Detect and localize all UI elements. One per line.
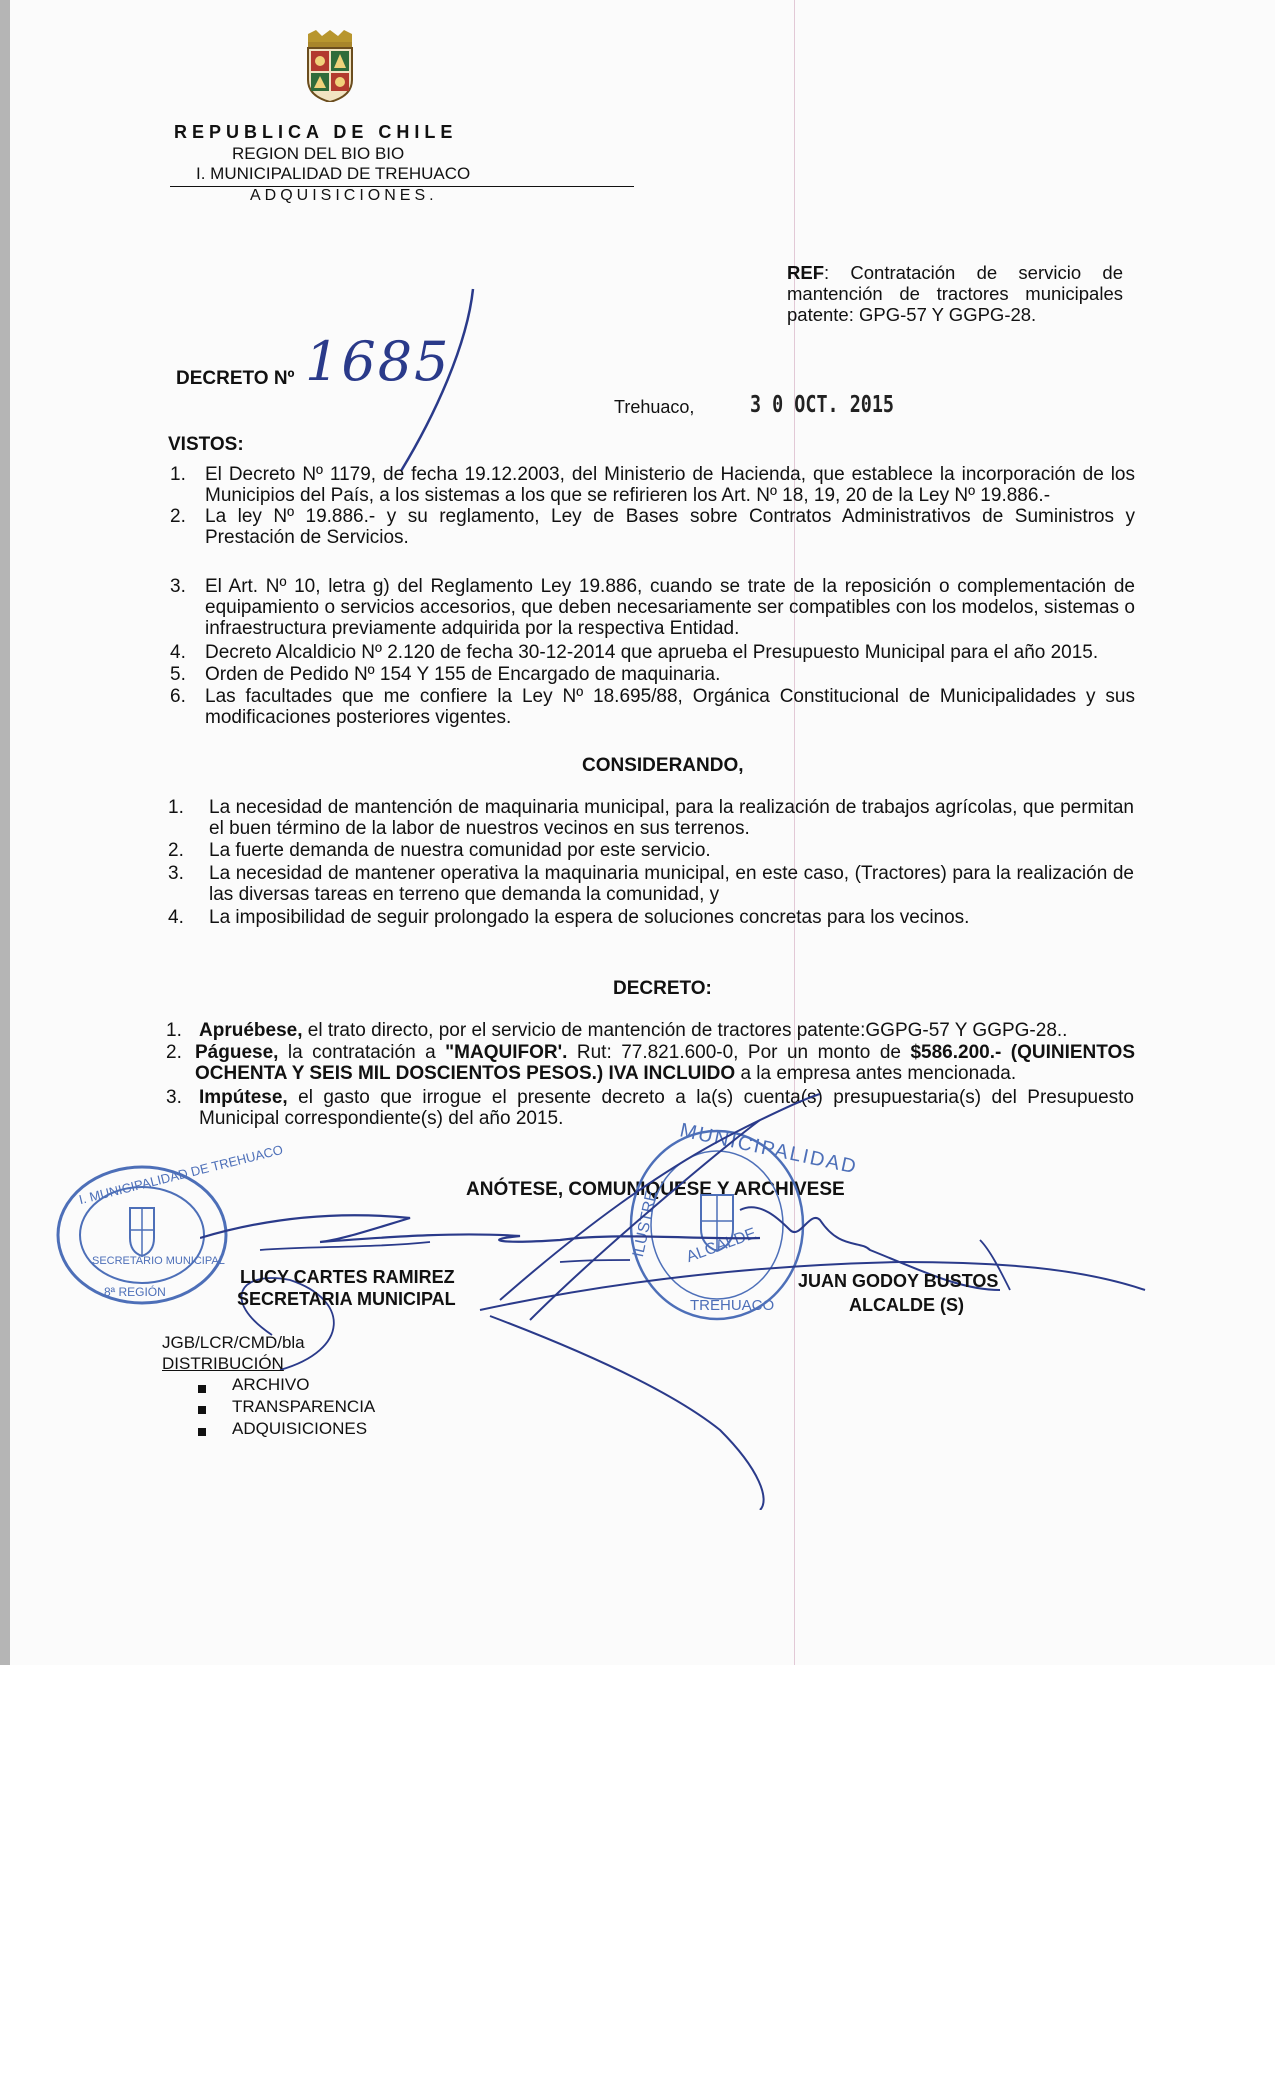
reference-label: REF <box>787 262 824 283</box>
decreto-item-2-company: "MAQUIFOR'. <box>445 1042 568 1063</box>
stamp-right-top-text: MUNICIPALIDAD <box>677 1119 860 1179</box>
stamp-left-top-text: I. MUNICIPALIDAD DE TREHUACO <box>77 1141 285 1208</box>
considerando-item-1: La necesidad de mantención de maquinaria municipal, para la realización de trabajos agrícolas, que permitan el buen término de la labor de nuestros vecinos en sus terrenos. <box>209 797 1134 839</box>
decreto-item-1 <box>199 1020 1134 1041</box>
decreto-item-1-text: el trato directo, por el servicio de mantención de tractores patente:GGPG-57 Y GGPG-28.. <box>302 1020 1068 1041</box>
decreto-item-2-text-c: a la empresa antes mencionada. <box>735 1063 1017 1084</box>
scan-edge <box>0 0 10 1665</box>
considerando-heading: CONSIDERANDO, <box>582 755 744 776</box>
reference-text: : Contratación de servicio de mantención de tractores municipales patente: GPG-57 Y GGPG-28. <box>787 262 1123 325</box>
decreto-item-1-number: 1. <box>166 1020 182 1041</box>
closing-formula: ANÓTESE, COMUNIQUESE Y ARCHIVESE <box>466 1179 845 1200</box>
decree-number-handwritten: 1685 <box>305 330 451 393</box>
vistos-item-6: Las facultades que me confiere la Ley Nº 18.695/88, Orgánica Constitucional de Municipalidades y sus modificaciones posteriores vigentes. <box>205 686 1135 728</box>
decreto-item-2 <box>195 1042 1135 1084</box>
decreto-item-3-verb: Impútese, <box>199 1087 288 1108</box>
vistos-item-6-number: 6. <box>170 686 186 707</box>
considerando-item-2-number: 2. <box>168 840 184 861</box>
bullet-icon <box>198 1428 206 1436</box>
reference-block <box>787 262 1123 325</box>
distribution-heading: DISTRIBUCIÓN <box>162 1354 284 1373</box>
vistos-item-5-number: 5. <box>170 664 186 685</box>
letterhead-department: ADQUISICIONES. <box>250 187 438 204</box>
decreto-item-2-verb: Páguese, <box>195 1042 279 1063</box>
initials: JGB/LCR/CMD/bla <box>162 1333 305 1352</box>
distribution-item-1: ARCHIVO <box>232 1375 310 1394</box>
vistos-item-4-number: 4. <box>170 642 186 663</box>
decreto-item-3-number: 3. <box>166 1087 182 1108</box>
considerando-item-4: La imposibilidad de seguir prolongado la espera de soluciones concretas para los vecinos. <box>209 907 970 928</box>
vistos-item-3-number: 3. <box>170 576 186 597</box>
vistos-heading: VISTOS: <box>168 434 244 455</box>
decreto-item-1-verb: Apruébese, <box>199 1020 303 1041</box>
considerando-item-2: La fuerte demanda de nuestra comunidad por este servicio. <box>209 840 711 861</box>
bullet-icon <box>198 1385 206 1393</box>
handwritten-slash-mark <box>395 285 485 475</box>
stamp-right-center-text: ALCALDE <box>684 1225 759 1266</box>
distribution-item-2: TRANSPARENCIA <box>232 1397 376 1416</box>
vistos-item-2: La ley Nº 19.886.- y su reglamento, Ley de Bases sobre Contratos Administrativos de Suministros y Prestación de Servicios. <box>205 506 1135 548</box>
letterhead-region: REGION DEL BIO BIO <box>232 144 405 163</box>
stamp-right-side-text: ILUSTRE <box>629 1189 661 1259</box>
decreto-item-2-number: 2. <box>166 1042 182 1063</box>
letterhead-country: REPUBLICA DE CHILE <box>174 122 458 142</box>
decreto-item-2-amount: $586.200.- (QUINIENTOS OCHENTA Y SEIS MIL DOSCIENTOS PESOS.) IVA INCLUIDO <box>195 1042 1135 1084</box>
considerando-item-1-number: 1. <box>168 797 184 818</box>
vistos-item-3: El Art. Nº 10, letra g) del Reglamento Ley 19.886, cuando se trate de la reposición o complementación de equipamiento o servicios accesorios, que deben necesariamente ser compatibles con los modelos, sistemas o infraestructura previamente adquirida por la respectiva Entidad. <box>205 576 1135 639</box>
considerando-item-4-number: 4. <box>168 907 184 928</box>
date-stamp: 3 0 OCT. 2015 <box>750 392 895 418</box>
vistos-item-4: Decreto Alcaldicio Nº 2.120 de fecha 30-12-2014 que aprueba el Presupuesto Municipal para el año 2015. <box>205 642 1099 663</box>
decreto-item-2-text-b: Rut: 77.821.600-0, Por un monto de <box>567 1042 911 1063</box>
decree-number-label: DECRETO Nº <box>176 368 295 389</box>
vistos-item-1-number: 1. <box>170 464 186 485</box>
considerando-item-3-number: 3. <box>168 863 184 884</box>
vistos-item-5: Orden de Pedido Nº 154 Y 155 de Encargado de maquinaria. <box>205 664 721 685</box>
considerando-item-3: La necesidad de mantener operativa la maquinaria municipal, en este caso, (Tractores) para la realización de las diversas tareas en terreno que demanda la comunidad, y <box>209 863 1134 905</box>
vistos-item-1: El Decreto Nº 1179, de fecha 19.12.2003, del Ministerio de Hacienda, que establece la incorporación de los Municipios del País, a los sistemas a los que se refirieren los Art. Nº 18, 19, 20 de la Ley Nº 19.886.- <box>205 464 1135 506</box>
bullet-icon <box>198 1406 206 1414</box>
alcalde-title: ALCALDE (S) <box>849 1295 964 1315</box>
secretary-title: SECRETARIA MUNICIPAL <box>237 1289 456 1309</box>
decreto-heading: DECRETO: <box>613 978 712 999</box>
stamp-right-bottom-text: TREHUACO <box>690 1297 775 1314</box>
distribution-item-3: ADQUISICIONES <box>232 1419 368 1438</box>
letterhead-municipality: I. MUNICIPALIDAD DE TREHUACO <box>196 164 471 183</box>
stamp-left-center-text: SECRETARIO MUNICIPAL <box>92 1255 225 1267</box>
coat-of-arms-icon <box>302 30 358 102</box>
decreto-item-3-text: el gasto que irrogue el presente decreto a la(s) cuenta(s) presupuestaria(s) del Presupuesto Municipal correspondiente(s) del año 2015. <box>199 1087 1134 1129</box>
stamp-left-bottom-text: 8ª REGIÓN <box>104 1285 166 1299</box>
vistos-item-2-number: 2. <box>170 506 186 527</box>
secretary-name: LUCY CARTES RAMIREZ <box>240 1267 455 1287</box>
place-label: Trehuaco, <box>614 397 695 417</box>
alcalde-name: JUAN GODOY BUSTOS <box>798 1271 999 1291</box>
decreto-item-2-text-a: la contratación a <box>278 1042 446 1063</box>
